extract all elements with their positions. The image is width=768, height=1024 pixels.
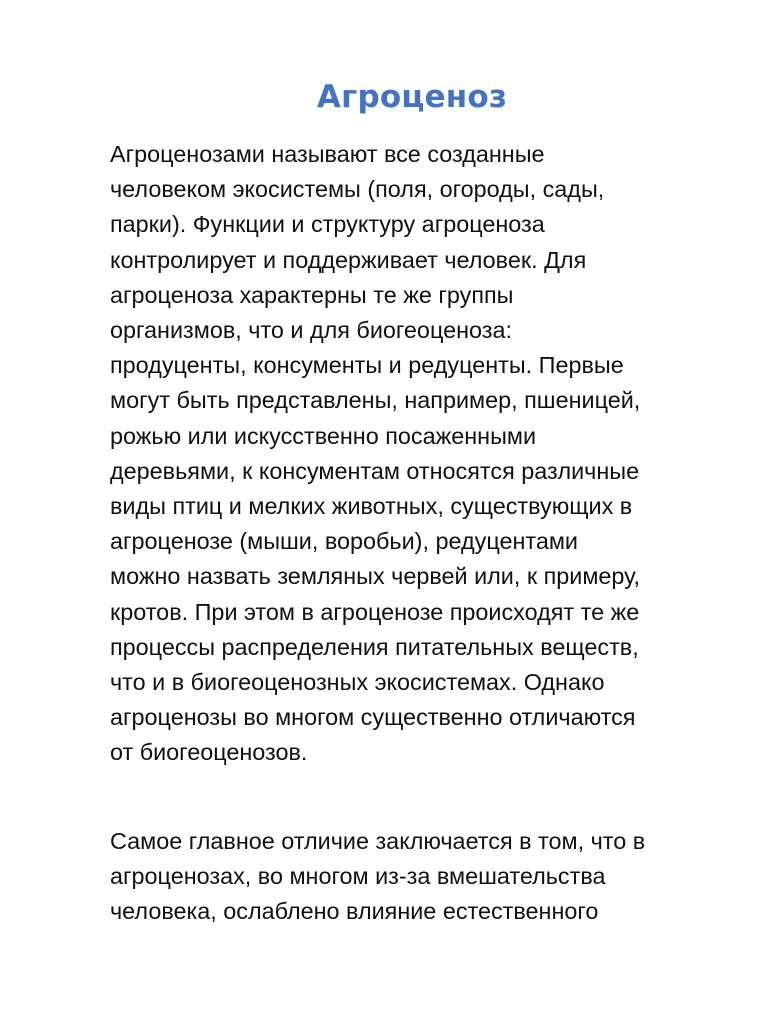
paragraph-line: могут быть представлены, например, пшеницей, [110,387,641,414]
document-body [110,137,740,929]
paragraph-line: от биогеоценозов. [110,739,308,766]
paragraph-line: кротов. При этом в агроценозе происходят те же [110,598,640,625]
paragraph-line: что и в биогеоценозных экосистемах. Однако [110,669,605,696]
paragraph-line: организмов, что и для биогеоценоза: [110,317,512,344]
paragraph-2 [110,824,740,930]
paragraph-line: парки). Функции и структуру агроценоза [110,211,545,238]
paragraph-line: человеком экосистемы (поля, огороды, сады, [110,176,605,203]
paragraph-line: продуценты, консументы и редуценты. Первые [110,352,624,379]
paragraph-line: контролирует и поддерживает человек. Для [110,246,587,273]
paragraph-line: агроценозы во многом существенно отличаются [110,704,636,731]
paragraph-line: человека, ослаблено влияние естественного [110,898,599,925]
document-title: Агроценоз [316,79,508,115]
paragraph-line: агроценоза характерны те же группы [110,281,514,308]
paragraph-line: агроценозе (мыши, воробьи), редуцентами [110,528,578,555]
paragraph-line: агроценозах, во многом из-за вмешательства [110,862,606,889]
paragraph-line: деревьями, к консументам относятся различные [110,457,640,484]
paragraph-line: виды птиц и мелких животных, существующих в [110,493,633,520]
paragraph-line: Агроценозами называют все созданные [110,141,545,167]
paragraph-line: Самое главное отличие заключается в том, что в [110,827,646,854]
paragraph-line: процессы распределения питательных веществ, [110,633,639,660]
paragraph-1 [110,137,740,771]
paragraph-line: можно назвать земляных червей или, к примеру, [110,563,641,590]
paragraph-line: рожью или искусственно посаженными [110,422,537,449]
